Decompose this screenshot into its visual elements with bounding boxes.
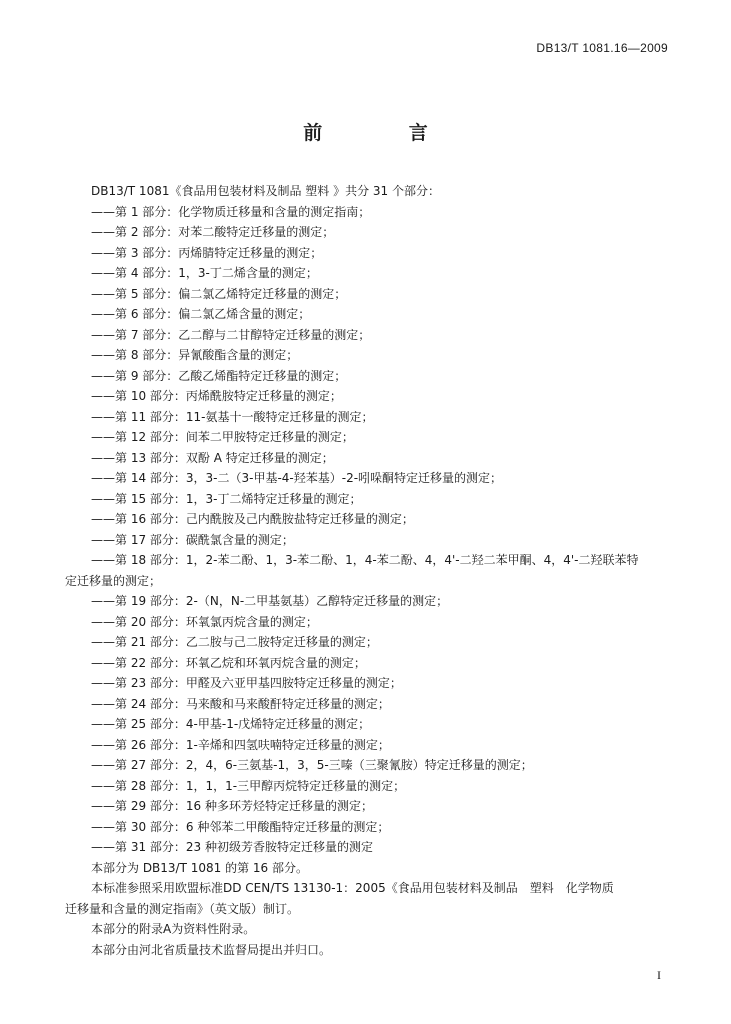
list-item: ——第 2 部分：对苯二酸特定迁移量的测定； <box>91 225 335 239</box>
list-item: ——第 11 部分：11-氨基十一酸特定迁移量的测定； <box>91 409 374 424</box>
parts-list-b <box>65 591 675 858</box>
list-item: ——第 23 部分：甲醛及六亚甲基四胺特定迁移量的测定； <box>91 676 402 690</box>
list-item: ——第 24 部分：马来酸和马来酸酐特定迁移量的测定； <box>91 696 390 711</box>
list-item: ——第 21 部分：乙二胺与己二胺特定迁移量的测定； <box>91 635 378 649</box>
foreword-body <box>65 181 675 960</box>
document-code: DB13/T 1081.16—2009 <box>536 41 668 55</box>
paragraph-reference-continued: 迁移量和含量的测定指南》（英文版）制订。 <box>65 901 300 916</box>
paragraph-appendix: 本部分的附录A为资料性附录。 <box>91 922 256 936</box>
list-item: ——第 6 部分：偏二氯乙烯含量的测定； <box>91 307 311 321</box>
page-number: I <box>657 968 661 982</box>
list-item: ——第 5 部分：偏二氯乙烯特定迁移量的测定； <box>91 286 347 301</box>
intro-line: DB13/T 1081《食品用包装材料及制品 塑料 》共分 31 个部分： <box>91 184 440 198</box>
paragraph-reference: 本标准参照采用欧盟标准DD CEN/TS 13130-1：2005《食品用包装材料及制品 塑料 化学物质 <box>91 881 614 895</box>
list-item-part18-continued: 定迁移量的测定； <box>65 573 162 588</box>
list-item: ——第 30 部分：6 种邻苯二甲酸酯特定迁移量的测定； <box>91 819 390 834</box>
list-item: ——第 10 部分：丙烯酰胺特定迁移量的测定； <box>91 389 342 403</box>
list-item: ——第 20 部分：环氧氯丙烷含量的测定； <box>91 614 318 629</box>
page-title: 前 言 <box>303 122 468 144</box>
list-item: ——第 22 部分：环氧乙烷和环氧丙烷含量的测定； <box>91 655 366 670</box>
list-item: ——第 17 部分：碳酰氯含量的测定； <box>91 532 294 547</box>
list-item-part18: ——第 18 部分：1，2-苯二酚、1，3-苯二酚、1，4-苯二酚、4，4'-二羟二苯甲酮、4，4'-二羟联苯特 <box>91 553 639 567</box>
list-item: ——第 19 部分：2-（N，N-二甲基氨基）乙醇特定迁移量的测定； <box>91 594 449 608</box>
list-item: ——第 29 部分：16 种多环芳烃特定迁移量的测定； <box>91 799 373 813</box>
list-item: ——第 28 部分：1，1，1-三甲醇丙烷特定迁移量的测定； <box>91 778 406 793</box>
list-item: ——第 1 部分：化学物质迁移量和含量的测定指南； <box>91 204 371 219</box>
list-item: ——第 26 部分：1-辛烯和四氢呋喃特定迁移量的测定； <box>91 737 390 752</box>
list-item: ——第 3 部分：丙烯腈特定迁移量的测定； <box>91 245 323 260</box>
list-item: ——第 13 部分：双酚 A 特定迁移量的测定； <box>91 450 334 465</box>
list-item: ——第 14 部分：3，3-二（3-甲基-4-羟苯基）-2-吲哚酮特定迁移量的测定； <box>91 471 503 485</box>
list-item: ——第 4 部分：1，3-丁二烯含量的测定； <box>91 266 318 280</box>
list-item: ——第 12 部分：间苯二甲胺特定迁移量的测定； <box>91 430 354 444</box>
list-item: ——第 7 部分：乙二醇与二甘醇特定迁移量的测定； <box>91 327 371 342</box>
list-item: ——第 8 部分：异氰酸酯含量的测定； <box>91 348 299 362</box>
list-item: ——第 15 部分：1，3-丁二烯特定迁移量的测定； <box>91 491 362 506</box>
list-item: ——第 31 部分：23 种初级芳香胺特定迁移量的测定 <box>91 840 373 854</box>
list-item: ——第 16 部分：己内酰胺及己内酰胺盐特定迁移量的测定； <box>91 512 414 526</box>
list-item: ——第 25 部分：4-甲基-1-戊烯特定迁移量的测定； <box>91 717 371 731</box>
parts-list-a <box>65 202 675 551</box>
paragraph-proposer: 本部分由河北省质量技术监督局提出并归口。 <box>91 942 332 957</box>
paragraph-part-number: 本部分为 DB13/T 1081 的第 16 部分。 <box>91 860 308 875</box>
list-item: ——第 9 部分：乙酸乙烯酯特定迁移量的测定； <box>91 368 347 383</box>
list-item: ——第 27 部分：2，4，6-三氨基-1，3，5-三嗪（三聚氰胺）特定迁移量的测定； <box>91 758 533 772</box>
